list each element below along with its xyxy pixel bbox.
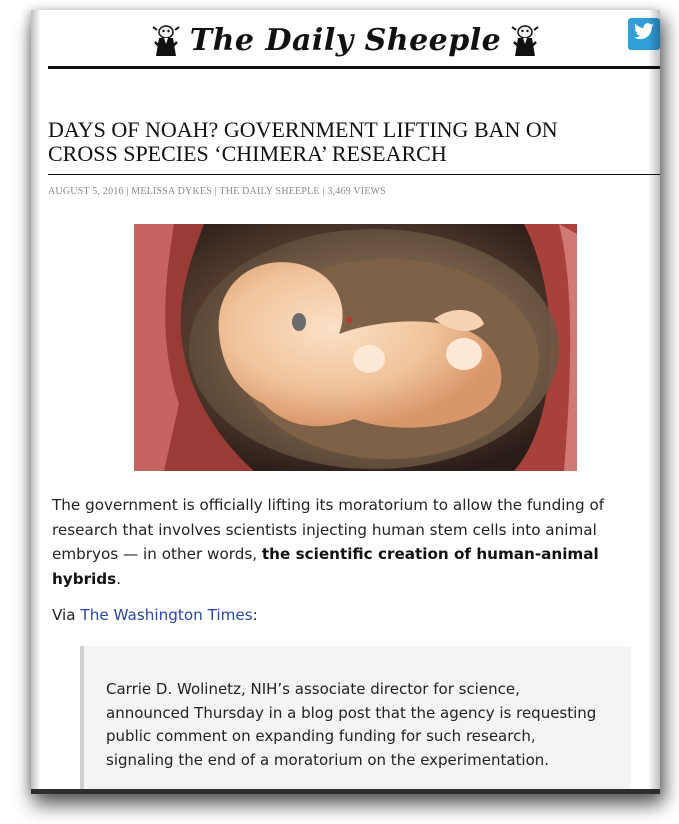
article-blockquote <box>80 646 631 793</box>
quote-text: Carrie D. Wolinetz, NIH’s associate director for science, announced Thursday in a blog post that the agency is requesting public comment on expanding funding for such research, signaling the end of a moratorium on the experimentation. <box>106 680 597 769</box>
sheep-mascot-icon <box>511 22 539 58</box>
twitter-icon <box>633 23 655 45</box>
meta-separator: | <box>123 186 132 197</box>
meta-views: 3,469 VIEWS <box>327 186 387 197</box>
sheep-mascot-icon <box>152 22 180 58</box>
intro-end: . <box>116 569 122 588</box>
twitter-share-button[interactable] <box>628 18 660 50</box>
via-suffix: : <box>252 606 258 624</box>
article-meta <box>48 186 386 197</box>
masthead-divider <box>48 66 660 69</box>
meta-publication[interactable]: THE DAILY SHEEPLE <box>219 186 320 197</box>
page-bottom-border <box>31 789 660 794</box>
meta-date: AUGUST 5, 2016 <box>48 186 124 197</box>
embryo-photo <box>134 224 577 471</box>
headline-line-2: CROSS SPECIES ‘CHIMERA’ RESEARCH <box>48 141 447 166</box>
via-line <box>52 603 258 627</box>
meta-separator: | <box>319 186 328 197</box>
article-headline[interactable] <box>48 118 648 166</box>
meta-author[interactable]: MELISSA DYKES <box>131 186 212 197</box>
article-intro-paragraph <box>52 493 642 591</box>
headline-line-1: DAYS OF NOAH? GOVERNMENT LIFTING BAN ON <box>48 117 558 142</box>
intro-text: The government is officially lifting its moratorium to allow the funding of research that involves scientists injecting human stem cells into animal embryos — in other words, <box>52 496 605 563</box>
intro-bold-text: the scientific creation of human-animal hybrids <box>52 545 599 588</box>
article-page <box>31 10 660 793</box>
via-prefix: Via <box>52 606 81 624</box>
washington-times-link[interactable]: The Washington Times <box>80 606 253 624</box>
masthead[interactable] <box>31 18 660 62</box>
site-title[interactable]: The Daily Sheeple <box>189 22 502 58</box>
headline-divider <box>48 174 660 175</box>
meta-separator: | <box>211 186 220 197</box>
